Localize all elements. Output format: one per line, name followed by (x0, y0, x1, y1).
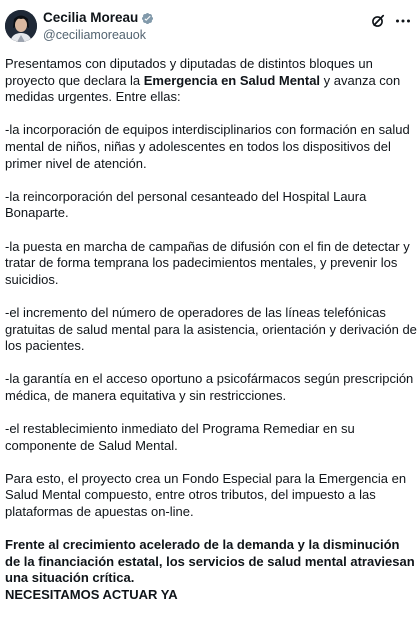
intro-text-before: Presentamos con diputados y diputadas de distintos bloques un proyecto que declara la (5, 56, 373, 88)
tweet-header (5, 7, 420, 47)
tweet-intro (5, 56, 417, 106)
avatar[interactable] (5, 10, 37, 42)
measure-item-2: -la reincorporación del personal cesanteado del Hospital Laura Bonaparte. (5, 188, 367, 221)
tweet-body (5, 56, 417, 604)
measure-item-5: -la garantía en el acceso oportuno a psicofármacos según prescripción médica, de manera equitativa y sin restricciones. (5, 371, 414, 403)
verified-badge-icon (141, 12, 154, 25)
fund-paragraph: Para esto, el proyecto crea un Fondo Especial para la Emergencia en Salud Mental compuesto, entre otros tributos, del impuesto a las plataformas de apuestas on-line. (5, 470, 407, 520)
measure-item-4: -el incremento del número de operadores de las líneas telefónicas gratuitas de salud mental para la asistencia, orientación y derivación de los pacientes. (5, 304, 417, 354)
display-name-row (43, 10, 154, 26)
closing-statement: Frente al crecimiento acelerado de la demanda y la disminución de la financiación estatal, los servicios de salud mental atraviesan una situación crítica. (5, 537, 415, 586)
author-names (43, 10, 154, 43)
closing-call: NECESITAMOS ACTUAR YA (5, 587, 178, 602)
grok-icon[interactable] (370, 13, 386, 29)
closing-paragraph (5, 537, 417, 603)
measure-item-1: -la incorporación de equipos interdisciplinarios con formación en salud mental de niños, niñas y adolescentes en todos los dispositivos del primer nivel de atención. (5, 122, 410, 171)
measure-item-6: -el restablecimiento inmediato del Programa Remediar en su componente de Salud Mental. (5, 421, 355, 453)
display-name[interactable]: Cecilia Moreau (43, 10, 139, 25)
intro-text-after: y avanza con medidas urgentes. Entre ellas: (5, 72, 401, 105)
more-options-icon[interactable] (394, 13, 412, 29)
measure-item-3: -la puesta en marcha de campañas de difusión con el fin de detectar y tratar de forma temprana los padecimientos mentales, y prevenir los suicidios. (5, 238, 410, 287)
intro-highlight: Emergencia en Salud Mental (143, 72, 321, 88)
author-handle[interactable]: @ceciliamoreauok (43, 28, 147, 42)
avatar-portrait (5, 10, 37, 42)
